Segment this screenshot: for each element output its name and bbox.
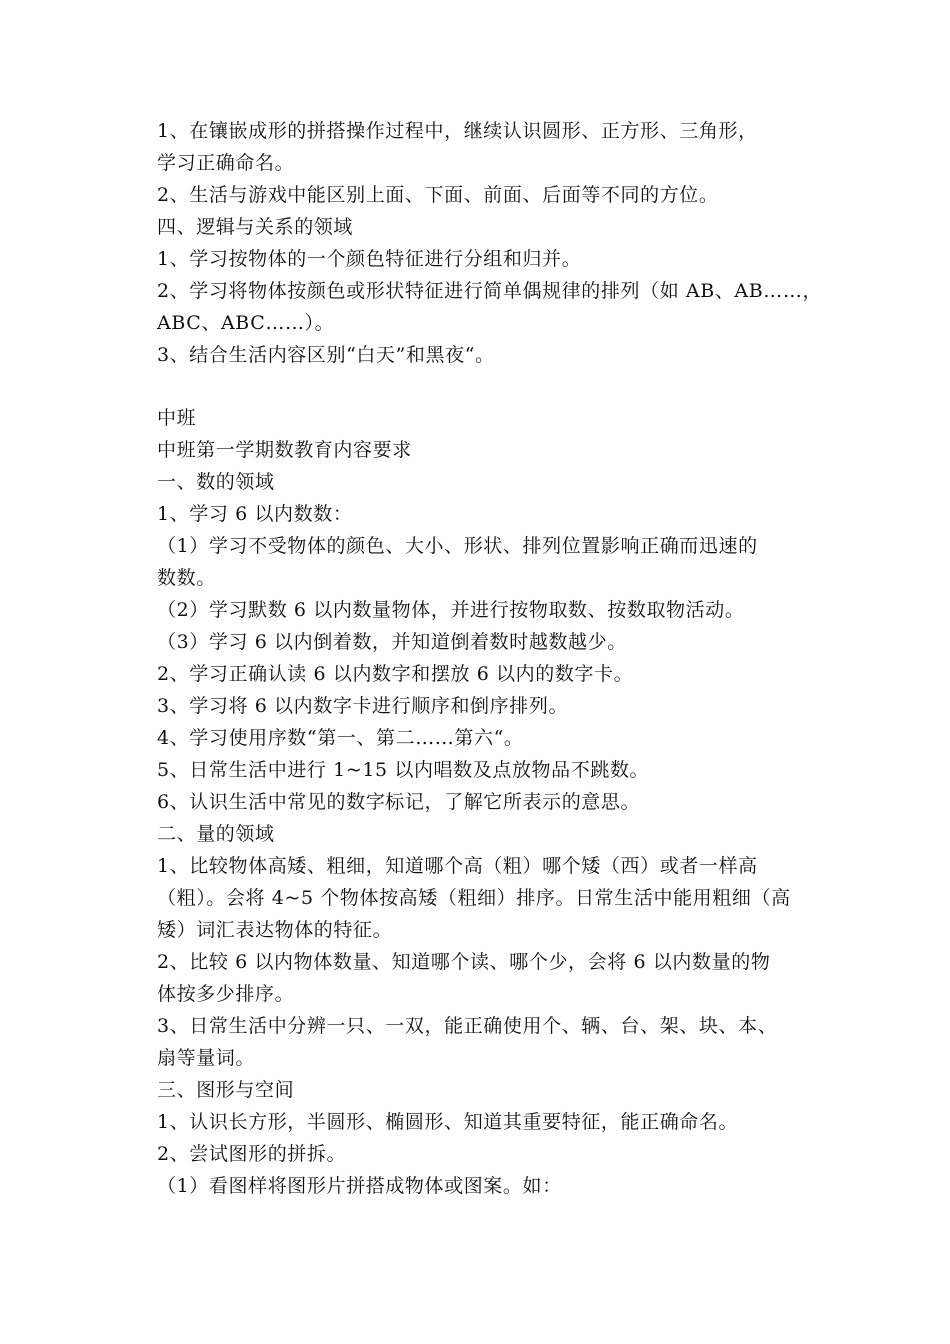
text-line: （1）看图样将图形片拼搭成物体或图案。如： [157,1175,562,1197]
text-line: 数数。 [157,567,216,589]
text-line: 1、学习 6 以内数数： [157,503,353,525]
text-line: 2、学习将物体按颜色或形状特征进行简单偶规律的排列（如 AB、AB……， [157,280,823,302]
section-title: 中班第一学期数教育内容要求 [157,439,412,461]
text-line: 扇等量词。 [157,1047,256,1069]
text-line: 1、在镶嵌成形的拼搭操作过程中，继续认识圆形、正方形、三角形， [157,120,758,142]
section-heading: 三、图形与空间 [157,1079,295,1101]
text-line: 1、比较物体高矮、粗细，知道哪个高（粗）哪个矮（西）或者一样高 [157,855,758,877]
text-line: 3、结合生活内容区别“白天”和黑夜“。 [157,344,495,366]
text-line: 2、生活与游戏中能区别上面、下面、前面、后面等不同的方位。 [157,184,719,206]
text-line: （3）学习 6 以内倒着数，并知道倒着数时越数越少。 [157,631,627,653]
text-line: 2、尝试图形的拼拆。 [157,1143,347,1165]
text-line: （1）学习不受物体的颜色、大小、形状、排列位置影响正确而迅速的 [157,535,758,557]
text-line: 2、学习正确认读 6 以内数字和摆放 6 以内的数字卡。 [157,663,634,685]
text-line: 6、认识生活中常见的数字标记，了解它所表示的意思。 [157,791,641,813]
text-line: 3、学习将 6 以内数字卡进行顺序和倒序排列。 [157,695,569,717]
class-heading: 中班 [157,407,197,429]
text-line: （粗）。会将 4~5 个物体按高矮（粗细）排序。日常生活中能用粗细（高 [157,887,791,909]
text-line: 1、学习按物体的一个颜色特征进行分组和归并。 [157,248,582,270]
section-heading: 二、量的领域 [157,823,275,845]
text-line: 矮）词汇表达物体的特征。 [157,919,393,941]
section-heading: 四、逻辑与关系的领域 [157,216,354,238]
section-heading: 一、数的领域 [157,471,275,493]
text-line: （2）学习默数 6 以内数量物体，并进行按物取数、按数取物活动。 [157,599,745,621]
text-line: 4、学习使用序数“第一、第二……第六“。 [157,727,524,749]
text-line: 2、比较 6 以内物体数量、知道哪个读、哪个少，会将 6 以内数量的物 [157,951,771,973]
text-line: 1、认识长方形，半圆形、椭圆形、知道其重要特征，能正确命名。 [157,1111,739,1133]
text-line: 学习正确命名。 [157,152,295,174]
text-line: ABC、ABC……）。 [157,312,335,334]
text-line: 3、日常生活中分辨一只、一双，能正确使用个、辆、台、架、块、本、 [157,1015,778,1037]
text-line: 5、日常生活中进行 1~15 以内唱数及点放物品不跳数。 [157,759,650,781]
text-line: 体按多少排序。 [157,983,295,1005]
